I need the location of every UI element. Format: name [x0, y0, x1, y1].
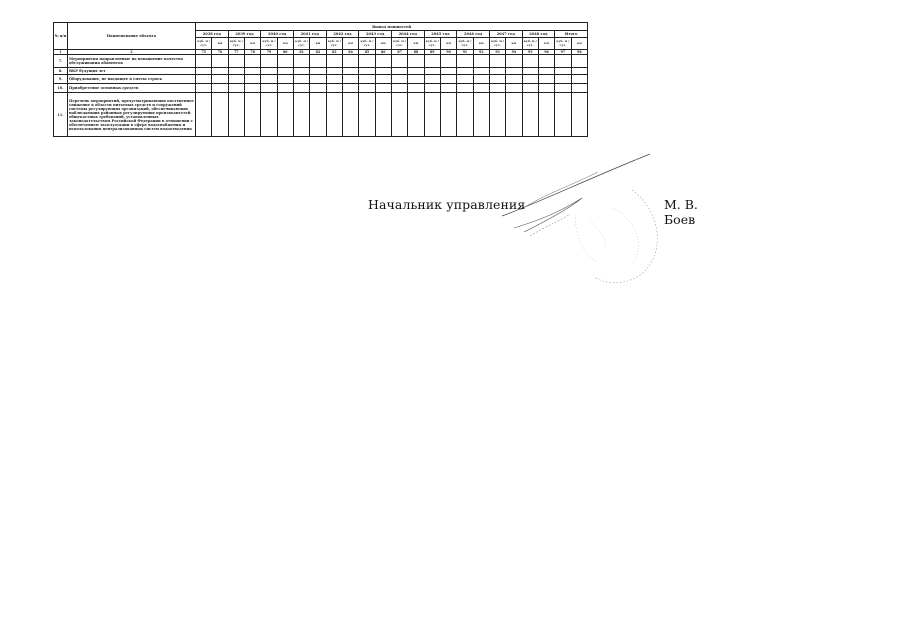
col-header-unit: км — [408, 38, 424, 50]
table-cell — [522, 75, 538, 84]
col-header-unit: км — [506, 38, 522, 50]
col-header-unit: км — [538, 38, 554, 50]
col-header-unit: км — [310, 38, 326, 50]
table-cell — [506, 55, 522, 68]
table-cell — [293, 75, 309, 84]
col-header-unit: куб. м / сут. — [228, 38, 244, 50]
col-header-year: 2043 год — [359, 31, 392, 38]
table-row — [54, 68, 588, 75]
table-cell — [375, 75, 391, 84]
table-cell — [391, 55, 407, 68]
table-cell — [506, 68, 522, 75]
table-cell — [244, 93, 260, 137]
table-cell — [440, 84, 456, 93]
table-cell — [555, 75, 571, 84]
row-name: Перечень мероприятий, предусматривающих постепенное снижение в области питьевых средств и сооружений системы регулирующих организаций, обеспечивающих наблюдающих районных регулирующих производителей общекостных требований, установленных законодательством Российской Федерации в отношении с обеспечением эксплуатации в сфере водоснабжения и использования централизованных систем водоотведения — [68, 93, 196, 137]
table-cell — [555, 84, 571, 93]
table-cell — [228, 55, 244, 68]
table-cell — [359, 68, 375, 75]
table-cell — [196, 84, 212, 93]
table-cell — [277, 55, 293, 68]
table-cell — [244, 68, 260, 75]
table-cell — [506, 93, 522, 137]
table-cell — [506, 75, 522, 84]
table-cell — [375, 68, 391, 75]
table-cell — [293, 55, 309, 68]
table-cell — [571, 93, 588, 137]
table-cell — [489, 68, 505, 75]
table-cell — [408, 93, 424, 137]
table-cell — [342, 68, 358, 75]
column-index: 77 — [228, 50, 244, 55]
table-cell — [473, 75, 489, 84]
table-cell — [408, 68, 424, 75]
table-row — [54, 84, 588, 93]
table-cell — [228, 68, 244, 75]
column-index: 2 — [68, 50, 196, 55]
column-index: 76 — [212, 50, 228, 55]
header-row-1 — [54, 23, 588, 31]
col-header-output: Вывод мощностей — [196, 23, 588, 31]
table-cell — [440, 68, 456, 75]
table-cell — [424, 55, 440, 68]
table-cell — [457, 84, 473, 93]
table-cell — [391, 84, 407, 93]
signature-line — [368, 197, 728, 227]
col-header-year: 2040 год — [261, 31, 294, 38]
table-cell — [277, 75, 293, 84]
table-cell — [228, 93, 244, 137]
table-cell — [424, 75, 440, 84]
column-index: 93 — [489, 50, 505, 55]
col-header-unit: км — [375, 38, 391, 50]
column-index: 78 — [244, 50, 260, 55]
row-name: Приобретение основных средств — [68, 84, 196, 93]
table-cell — [293, 68, 309, 75]
table-cell — [424, 68, 440, 75]
table-cell — [212, 84, 228, 93]
col-header-unit: км — [473, 38, 489, 50]
column-index: 90 — [440, 50, 456, 55]
col-header-year: 2038 год — [196, 31, 229, 38]
column-index: 92 — [473, 50, 489, 55]
row-name: Оборудование, не входящее в сметы строек — [68, 75, 196, 84]
table-cell — [196, 93, 212, 137]
col-header-unit: куб. м / сут. — [391, 38, 407, 50]
table-cell — [261, 75, 277, 84]
table-cell — [538, 93, 554, 137]
column-index: 98 — [571, 50, 588, 55]
column-index: 97 — [555, 50, 571, 55]
col-header-unit: куб. м / сут. — [457, 38, 473, 50]
table-cell — [457, 75, 473, 84]
table-cell — [571, 68, 588, 75]
col-header-unit: км — [212, 38, 228, 50]
table-cell — [555, 93, 571, 137]
table-cell — [244, 84, 260, 93]
col-header-year: 2044 год — [391, 31, 424, 38]
table-cell — [212, 55, 228, 68]
row-name: ВКР будущих лет — [68, 68, 196, 75]
column-index: 80 — [277, 50, 293, 55]
table-cell — [473, 93, 489, 137]
column-index: 79 — [261, 50, 277, 55]
col-header-year: Итого — [555, 31, 588, 38]
table-cell — [359, 93, 375, 137]
column-index: 84 — [342, 50, 358, 55]
table-cell — [228, 84, 244, 93]
signature-stamp-mark — [500, 150, 670, 290]
row-number: 11. — [54, 93, 68, 137]
table-cell — [326, 75, 342, 84]
table-cell — [212, 93, 228, 137]
signatory-title: Начальник управления — [368, 197, 526, 212]
table-cell — [244, 75, 260, 84]
table-cell — [326, 68, 342, 75]
table-row — [54, 55, 588, 68]
table-cell — [359, 75, 375, 84]
table-cell — [538, 75, 554, 84]
table-cell — [457, 55, 473, 68]
table-cell — [440, 75, 456, 84]
table-cell — [277, 68, 293, 75]
row-number: 7. — [54, 55, 68, 68]
row-number: 8. — [54, 68, 68, 75]
table-cell — [522, 93, 538, 137]
column-index: 82 — [310, 50, 326, 55]
table-cell — [277, 84, 293, 93]
table-cell — [310, 84, 326, 93]
table-cell — [326, 55, 342, 68]
table-cell — [489, 55, 505, 68]
column-index: 85 — [359, 50, 375, 55]
table-row — [54, 93, 588, 137]
column-index: 96 — [538, 50, 554, 55]
table-cell — [555, 68, 571, 75]
col-header-unit: км — [277, 38, 293, 50]
col-header-unit: км — [571, 38, 588, 50]
table-cell — [457, 93, 473, 137]
table-cell — [424, 84, 440, 93]
table-cell — [408, 75, 424, 84]
col-header-year: 2042 год — [326, 31, 359, 38]
table-cell — [196, 75, 212, 84]
col-header-year: 2039 год — [228, 31, 261, 38]
col-header-unit: км — [440, 38, 456, 50]
table-cell — [538, 84, 554, 93]
table-cell — [555, 55, 571, 68]
col-header-number: № п/п — [54, 23, 68, 50]
table-cell — [342, 84, 358, 93]
table-cell — [310, 75, 326, 84]
column-index: 95 — [522, 50, 538, 55]
column-index: 89 — [424, 50, 440, 55]
col-header-unit: км — [244, 38, 260, 50]
table-cell — [212, 75, 228, 84]
table-cell — [196, 68, 212, 75]
col-header-year: 2046 год — [457, 31, 490, 38]
column-index: 1 — [54, 50, 68, 55]
table-cell — [571, 55, 588, 68]
col-header-unit: куб. м / сут. — [424, 38, 440, 50]
table-cell — [489, 93, 505, 137]
table-cell — [326, 93, 342, 137]
table-cell — [293, 84, 309, 93]
col-header-year: 2045 год — [424, 31, 457, 38]
table-cell — [342, 55, 358, 68]
table-cell — [326, 84, 342, 93]
signatory-name: М. В. Боев — [664, 197, 698, 227]
col-header-unit: куб. м / сут. — [522, 38, 538, 50]
table-cell — [342, 93, 358, 137]
column-index: 86 — [375, 50, 391, 55]
col-header-name: Наименование объекта — [68, 23, 196, 50]
col-header-unit: куб. м / сут. — [261, 38, 277, 50]
table-cell — [277, 93, 293, 137]
table-cell — [440, 55, 456, 68]
table-cell — [391, 93, 407, 137]
investment-table — [53, 22, 588, 137]
col-header-year: 2041 год — [293, 31, 326, 38]
column-index: 81 — [293, 50, 309, 55]
table-cell — [440, 93, 456, 137]
table-cell — [310, 68, 326, 75]
table-cell — [261, 68, 277, 75]
table-cell — [359, 55, 375, 68]
column-index: 83 — [326, 50, 342, 55]
table-cell — [489, 75, 505, 84]
col-header-unit: км — [342, 38, 358, 50]
table-cell — [522, 68, 538, 75]
table-cell — [261, 93, 277, 137]
table-cell — [244, 55, 260, 68]
table-cell — [212, 68, 228, 75]
table-cell — [261, 55, 277, 68]
table-cell — [391, 75, 407, 84]
table-cell — [571, 75, 588, 84]
table-cell — [506, 84, 522, 93]
table-cell — [310, 93, 326, 137]
column-index: 94 — [506, 50, 522, 55]
table-cell — [261, 84, 277, 93]
row-name: Мероприятия направленные на повышение качества обслуживания абонентов — [68, 55, 196, 68]
col-header-year: 2047 год — [489, 31, 522, 38]
table-cell — [196, 55, 212, 68]
col-header-unit: куб. м / сут. — [359, 38, 375, 50]
table-cell — [375, 55, 391, 68]
table-cell — [489, 84, 505, 93]
table-cell — [473, 68, 489, 75]
table-cell — [538, 68, 554, 75]
table-cell — [342, 75, 358, 84]
column-index: 88 — [408, 50, 424, 55]
table-cell — [359, 84, 375, 93]
table-cell — [522, 84, 538, 93]
table-cell — [375, 93, 391, 137]
col-header-year: 2048 год — [522, 31, 555, 38]
col-header-unit: куб. м / сут. — [326, 38, 342, 50]
table-row — [54, 75, 588, 84]
row-number: 10. — [54, 84, 68, 93]
table-cell — [228, 75, 244, 84]
column-index: 87 — [391, 50, 407, 55]
col-header-unit: куб. м / сут. — [293, 38, 309, 50]
table-cell — [473, 55, 489, 68]
table-cell — [522, 55, 538, 68]
row-number: 9. — [54, 75, 68, 84]
table-cell — [293, 93, 309, 137]
col-header-unit: куб. м / сут. — [196, 38, 212, 50]
column-index: 91 — [457, 50, 473, 55]
table-cell — [538, 55, 554, 68]
table-cell — [408, 84, 424, 93]
table-cell — [310, 55, 326, 68]
table-cell — [457, 68, 473, 75]
table-cell — [424, 93, 440, 137]
table-cell — [391, 68, 407, 75]
col-header-unit: куб. м / сут. — [489, 38, 505, 50]
column-index: 75 — [196, 50, 212, 55]
table-cell — [375, 84, 391, 93]
table-cell — [473, 84, 489, 93]
table-cell — [571, 84, 588, 93]
table-cell — [408, 55, 424, 68]
col-header-unit: куб. м / сут. — [555, 38, 571, 50]
